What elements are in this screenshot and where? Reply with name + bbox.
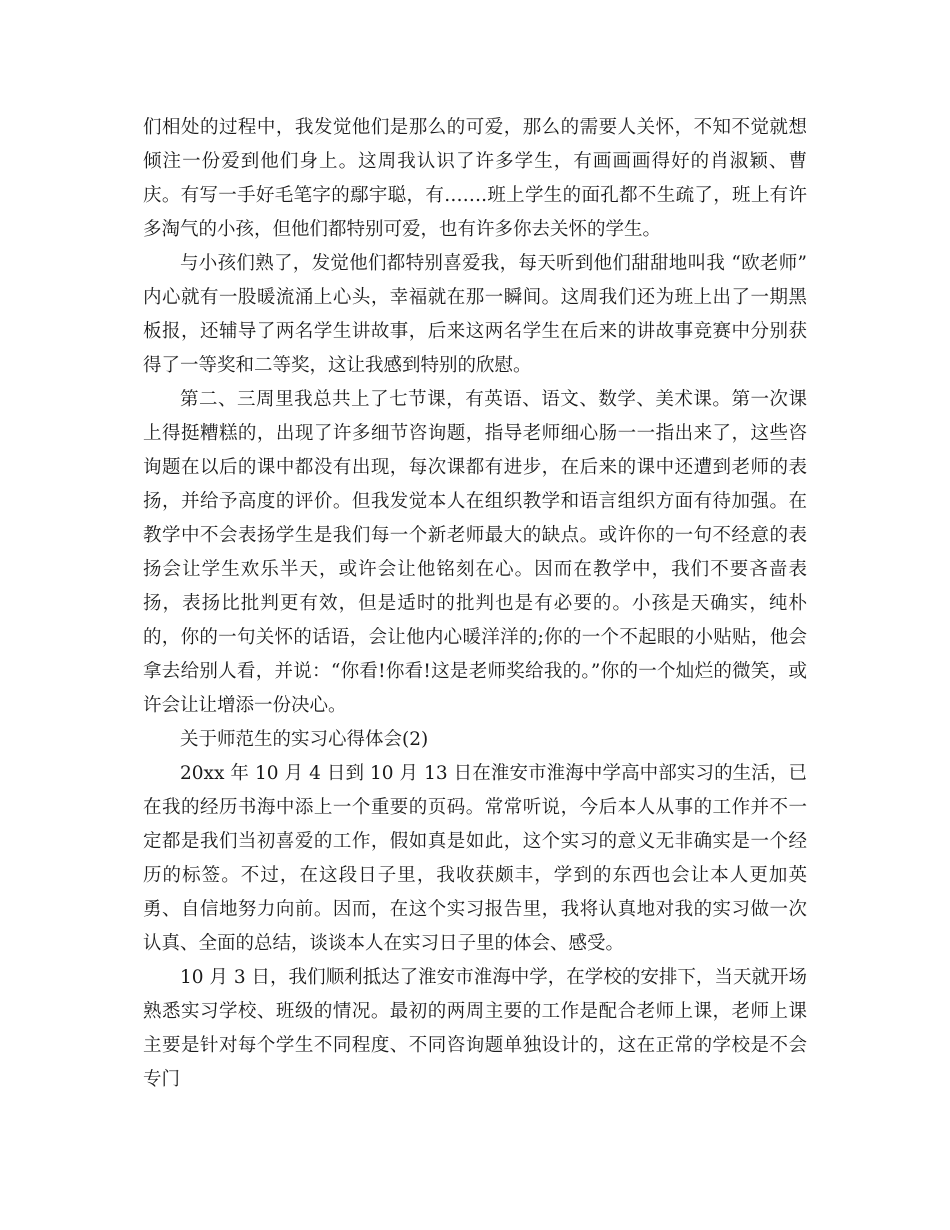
section-heading: 关于师范生的实习心得体会(2) [180,729,429,750]
paragraph-weeks-two-three: 第二、三周里我总共上了七节课，有英语、语文、数学、美术课。第一次课上得挺糟糕的，出现了许多细节咨询题，指导老师细心肠一一指出来了，这些咨询题在以后的课中都没有出现，每次课都有进步，在后来的课中还遭到老师的表扬，并给予高度的评价。但我发觉本人在组织教学和语言组织方面有待加强。在教学中不会表扬学生是我们每一个新老师最大的缺点。或许你的一句不经意的表扬会让学生欢乐半天，或许会让他铭刻在心。因而在教学中，我们不要吝啬表扬，表扬比批判更有效，但是适时的批判也是有必要的。小孩是天确实，纯朴的，你的一句关怀的话语，会让他内心暖洋洋的;你的一个不起眼的小贴贴，他会拿去给别人看，并说：“你看!你看!这是老师奖给我的。”你的一个灿烂的微笑，或许会让让增添一份决心。 [143,389,807,716]
paragraph-arrival: 10 月 3 日，我们顺利抵达了淮安市淮海中学，在学校的安排下，当天就开场熟悉实习学校、班级的情况。最初的两周主要的工作是配合老师上课，老师上课主要是针对每个学生不同程度、不同咨询题单独设计的，这在正常的学校是不会专门 [143,967,807,1090]
paragraph-familiar-with-kids: 与小孩们熟了，发觉他们都特别喜爱我，每天听到他们甜甜地叫我 “欧老师” 内心就有一股暖流涌上心头，幸福就在那一瞬间。这周我们还为班上出了一期黑板报，还辅导了两名学生讲故事，后来这两名学生在后来的讲故事竞赛中分别获得了一等奖和二等奖，这让我感到特别的欣慰。 [143,253,807,376]
document-body [143,111,807,1097]
paragraph-continuation: 们相处的过程中，我发觉他们是那么的可爱，那么的需要人关怀，不知不觉就想倾注一份爱到他们身上。这周我认识了许多学生，有画画画得好的肖淑颖、曹庆。有写一手好毛笔字的鄢宇聪，有…….班上学生的面孔都不生疏了，班上有许多淘气的小孩，但他们都特别可爱，也有许多你去关怀的学生。 [143,117,807,240]
paragraph-internship-intro: 20xx 年 10 月 4 日到 10 月 13 日在淮安市淮海中学高中部实习的生活，已在我的经历书海中添上一个重要的页码。常常听说，今后本人从事的工作并不一定都是我们当初喜爱的工作，假如真是如此，这个实习的意义无非确实是一个经历的标签。不过，在这段日子里，我收获颇丰，学到的东西也会让本人更加英勇、自信地努力向前。因而，在这个实习报告里，我将认真地对我的实习做一次认真、全面的总结，谈谈本人在实习日子里的体会、感受。 [143,763,807,954]
